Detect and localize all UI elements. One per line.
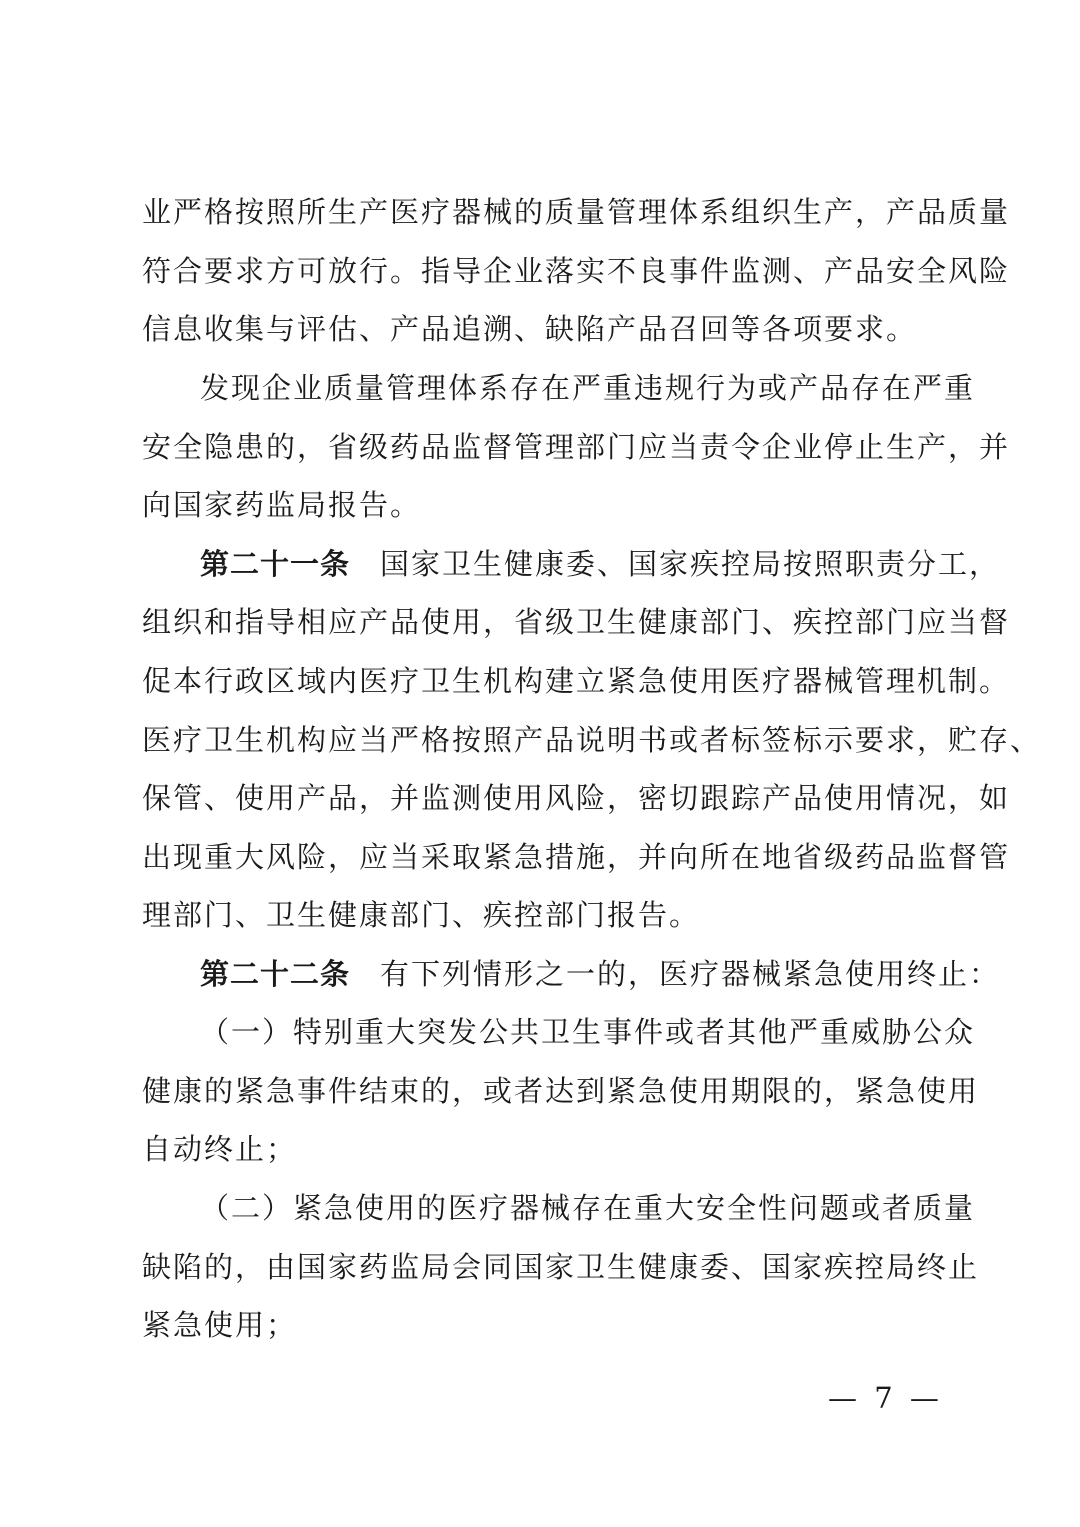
paragraph-line: 安全隐患的，省级药品监督管理部门应当责令企业停止生产，并	[142, 430, 1011, 464]
paragraph-line: 自动终止；	[142, 1132, 298, 1166]
paragraph-line: （二）紧急使用的医疗器械存在重大安全性问题或者质量	[200, 1191, 976, 1225]
paragraph-line: （一）特别重大突发公共卫生事件或者其他严重威胁公众	[200, 1015, 976, 1049]
paragraph-line: 保管、使用产品，并监测使用风险，密切跟踪产品使用情况，如	[142, 781, 1011, 815]
paragraph-line: 符合要求方可放行。指导企业落实不良事件监测、产品安全风险	[142, 254, 1011, 288]
paragraph-line: 向国家药监局报告。	[142, 488, 422, 522]
paragraph-line: 促本行政区域内医疗卫生机构建立紧急使用医疗器械管理机制。	[142, 664, 1011, 698]
article-22-first-line	[200, 956, 1001, 992]
paragraph-line: 健康的紧急事件结束的，或者达到紧急使用期限的，紧急使用	[142, 1074, 980, 1108]
paragraph-line: 发现企业质量管理体系存在严重违规行为或产品存在严重	[200, 371, 976, 405]
paragraph-line: 医疗卫生机构应当严格按照产品说明书或者标签标示要求，贮存、	[142, 723, 1042, 757]
page-number: — 7 —	[828, 1381, 943, 1415]
article-22-heading: 第二十二条	[200, 957, 351, 991]
paragraph-line: 缺陷的，由国家药监局会同国家卫生健康委、国家疾控局终止	[142, 1250, 980, 1284]
paragraph-line: 理部门、卫生健康部门、疾控部门报告。	[142, 898, 701, 932]
article-21-heading: 第二十一条	[200, 547, 351, 581]
article-21-text: 国家卫生健康委、国家疾控局按照职责分工，	[380, 547, 1001, 581]
paragraph-line: 出现重大风险，应当采取紧急措施，并向所在地省级药品监督管	[142, 840, 1011, 874]
article-21-first-line	[200, 546, 1001, 582]
article-22-text: 有下列情形之一的，医疗器械紧急使用终止：	[380, 957, 1001, 991]
paragraph-line: 组织和指导相应产品使用，省级卫生健康部门、疾控部门应当督	[142, 605, 1011, 639]
paragraph-line: 紧急使用；	[142, 1308, 298, 1342]
paragraph-line: 业严格按照所生产医疗器械的质量管理体系组织生产，产品质量	[142, 195, 1011, 229]
paragraph-line: 信息收集与评估、产品追溯、缺陷产品召回等各项要求。	[142, 312, 918, 346]
